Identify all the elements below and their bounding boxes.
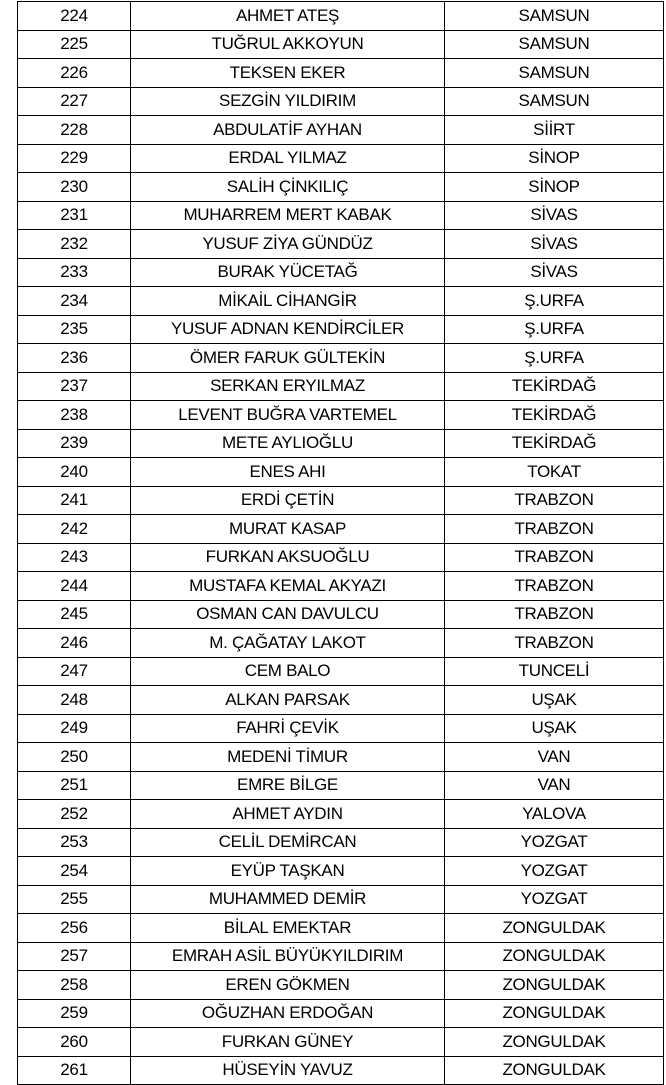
table-row <box>18 116 664 145</box>
city-cell: SİVAS <box>445 201 664 230</box>
name-cell: FURKAN GÜNEY <box>131 1028 445 1057</box>
city-cell: TEKİRDAĞ <box>445 401 664 430</box>
name-cell: ERDAL YILMAZ <box>131 144 445 173</box>
name-cell: HÜSEYİN YAVUZ <box>131 1056 445 1085</box>
name-cell: OSMAN CAN DAVULCU <box>131 600 445 629</box>
name-cell: YUSUF ZİYA GÜNDÜZ <box>131 230 445 259</box>
city-cell: SAMSUN <box>445 30 664 59</box>
city-cell: ZONGULDAK <box>445 914 664 943</box>
name-cell: ERDİ ÇETİN <box>131 486 445 515</box>
table-row <box>18 30 664 59</box>
name-cell: BURAK YÜCETAĞ <box>131 258 445 287</box>
city-cell: SİİRT <box>445 116 664 145</box>
city-cell: VAN <box>445 771 664 800</box>
name-cell: SALİH ÇİNKILIÇ <box>131 173 445 202</box>
city-cell: ZONGULDAK <box>445 942 664 971</box>
name-cell: ABDULATİF AYHAN <box>131 116 445 145</box>
table-row <box>18 2 664 31</box>
row-number-cell: 228 <box>18 116 131 145</box>
city-cell: TRABZON <box>445 486 664 515</box>
name-cell: EMRAH ASİL BÜYÜKYILDIRIM <box>131 942 445 971</box>
row-number-cell: 236 <box>18 344 131 373</box>
row-number-cell: 229 <box>18 144 131 173</box>
row-number-cell: 225 <box>18 30 131 59</box>
table-row <box>18 800 664 829</box>
city-cell: Ş.URFA <box>445 287 664 316</box>
table-row <box>18 828 664 857</box>
row-number-cell: 254 <box>18 857 131 886</box>
name-cell: SEZGİN YILDIRIM <box>131 87 445 116</box>
table-row <box>18 59 664 88</box>
table-row <box>18 543 664 572</box>
row-number-cell: 261 <box>18 1056 131 1085</box>
table-row <box>18 315 664 344</box>
name-cell: OĞUZHAN ERDOĞAN <box>131 999 445 1028</box>
city-cell: UŞAK <box>445 686 664 715</box>
row-number-cell: 243 <box>18 543 131 572</box>
row-number-cell: 238 <box>18 401 131 430</box>
name-cell: CELİL DEMİRCAN <box>131 828 445 857</box>
table-row <box>18 657 664 686</box>
table-row <box>18 458 664 487</box>
table-row <box>18 999 664 1028</box>
city-cell: SİNOP <box>445 173 664 202</box>
row-number-cell: 246 <box>18 629 131 658</box>
name-cell: TEKSEN EKER <box>131 59 445 88</box>
participants-table <box>17 1 664 1085</box>
row-number-cell: 233 <box>18 258 131 287</box>
row-number-cell: 230 <box>18 173 131 202</box>
city-cell: YOZGAT <box>445 885 664 914</box>
city-cell: Ş.URFA <box>445 344 664 373</box>
table-row <box>18 885 664 914</box>
table-row <box>18 344 664 373</box>
name-cell: MUHAMMED DEMİR <box>131 885 445 914</box>
city-cell: TEKİRDAĞ <box>445 372 664 401</box>
city-cell: TRABZON <box>445 629 664 658</box>
row-number-cell: 258 <box>18 971 131 1000</box>
city-cell: TRABZON <box>445 515 664 544</box>
name-cell: FAHRİ ÇEVİK <box>131 714 445 743</box>
row-number-cell: 259 <box>18 999 131 1028</box>
row-number-cell: 235 <box>18 315 131 344</box>
city-cell: SİVAS <box>445 258 664 287</box>
name-cell: MEDENİ TİMUR <box>131 743 445 772</box>
row-number-cell: 239 <box>18 429 131 458</box>
table-row <box>18 629 664 658</box>
table-row <box>18 1028 664 1057</box>
table-row <box>18 287 664 316</box>
table-row <box>18 971 664 1000</box>
name-cell: BİLAL EMEKTAR <box>131 914 445 943</box>
name-cell: MURAT KASAP <box>131 515 445 544</box>
city-cell: TRABZON <box>445 572 664 601</box>
row-number-cell: 234 <box>18 287 131 316</box>
city-cell: SİNOP <box>445 144 664 173</box>
city-cell: TRABZON <box>445 600 664 629</box>
row-number-cell: 241 <box>18 486 131 515</box>
row-number-cell: 244 <box>18 572 131 601</box>
row-number-cell: 249 <box>18 714 131 743</box>
name-cell: MİKAİL CİHANGİR <box>131 287 445 316</box>
name-cell: EYÜP TAŞKAN <box>131 857 445 886</box>
row-number-cell: 237 <box>18 372 131 401</box>
name-cell: M. ÇAĞATAY LAKOT <box>131 629 445 658</box>
name-cell: TUĞRUL AKKOYUN <box>131 30 445 59</box>
table-row <box>18 173 664 202</box>
table-row <box>18 486 664 515</box>
table-row <box>18 572 664 601</box>
row-number-cell: 232 <box>18 230 131 259</box>
city-cell: ZONGULDAK <box>445 1056 664 1085</box>
row-number-cell: 257 <box>18 942 131 971</box>
city-cell: ZONGULDAK <box>445 999 664 1028</box>
city-cell: YOZGAT <box>445 857 664 886</box>
table-row <box>18 600 664 629</box>
row-number-cell: 224 <box>18 2 131 31</box>
row-number-cell: 245 <box>18 600 131 629</box>
table-row <box>18 258 664 287</box>
row-number-cell: 255 <box>18 885 131 914</box>
name-cell: MUHARREM MERT KABAK <box>131 201 445 230</box>
row-number-cell: 240 <box>18 458 131 487</box>
row-number-cell: 231 <box>18 201 131 230</box>
city-cell: SİVAS <box>445 230 664 259</box>
table-row <box>18 686 664 715</box>
city-cell: TRABZON <box>445 543 664 572</box>
name-cell: YUSUF ADNAN KENDİRCİLER <box>131 315 445 344</box>
table-row <box>18 144 664 173</box>
table-row <box>18 429 664 458</box>
table-row <box>18 372 664 401</box>
city-cell: VAN <box>445 743 664 772</box>
city-cell: YALOVA <box>445 800 664 829</box>
name-cell: MUSTAFA KEMAL AKYAZI <box>131 572 445 601</box>
table-row <box>18 230 664 259</box>
table-row <box>18 401 664 430</box>
name-cell: ÖMER FARUK GÜLTEKİN <box>131 344 445 373</box>
table-row <box>18 87 664 116</box>
row-number-cell: 227 <box>18 87 131 116</box>
name-cell: AHMET AYDIN <box>131 800 445 829</box>
table-row <box>18 857 664 886</box>
city-cell: YOZGAT <box>445 828 664 857</box>
city-cell: SAMSUN <box>445 59 664 88</box>
row-number-cell: 252 <box>18 800 131 829</box>
city-cell: ZONGULDAK <box>445 1028 664 1057</box>
table-row <box>18 914 664 943</box>
city-cell: TEKİRDAĞ <box>445 429 664 458</box>
name-cell: ALKAN PARSAK <box>131 686 445 715</box>
name-cell: EMRE BİLGE <box>131 771 445 800</box>
table-row <box>18 515 664 544</box>
row-number-cell: 226 <box>18 59 131 88</box>
row-number-cell: 250 <box>18 743 131 772</box>
row-number-cell: 251 <box>18 771 131 800</box>
city-cell: ZONGULDAK <box>445 971 664 1000</box>
row-number-cell: 260 <box>18 1028 131 1057</box>
table-row <box>18 714 664 743</box>
row-number-cell: 247 <box>18 657 131 686</box>
name-cell: AHMET ATEŞ <box>131 2 445 31</box>
name-cell: FURKAN AKSUOĞLU <box>131 543 445 572</box>
name-cell: METE AYLIOĞLU <box>131 429 445 458</box>
name-cell: LEVENT BUĞRA VARTEMEL <box>131 401 445 430</box>
table-row <box>18 771 664 800</box>
name-cell: CEM BALO <box>131 657 445 686</box>
city-cell: TOKAT <box>445 458 664 487</box>
table-row <box>18 201 664 230</box>
table-row <box>18 1056 664 1085</box>
row-number-cell: 248 <box>18 686 131 715</box>
table-row <box>18 743 664 772</box>
name-cell: SERKAN ERYILMAZ <box>131 372 445 401</box>
row-number-cell: 253 <box>18 828 131 857</box>
city-cell: Ş.URFA <box>445 315 664 344</box>
table-body <box>18 2 664 1085</box>
table-row <box>18 942 664 971</box>
name-cell: ENES AHI <box>131 458 445 487</box>
name-cell: EREN GÖKMEN <box>131 971 445 1000</box>
row-number-cell: 242 <box>18 515 131 544</box>
city-cell: SAMSUN <box>445 87 664 116</box>
row-number-cell: 256 <box>18 914 131 943</box>
city-cell: SAMSUN <box>445 2 664 31</box>
city-cell: UŞAK <box>445 714 664 743</box>
city-cell: TUNCELİ <box>445 657 664 686</box>
